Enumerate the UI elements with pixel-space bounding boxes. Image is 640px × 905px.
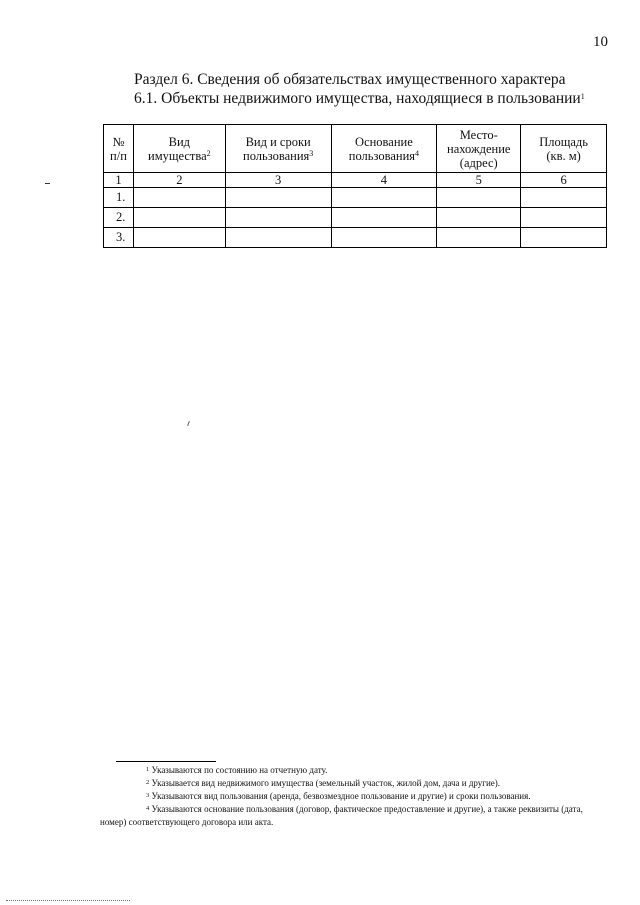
header-usage-type-line2: пользования bbox=[243, 148, 310, 163]
footnote-divider bbox=[116, 761, 216, 762]
header-usage-basis bbox=[331, 125, 437, 173]
cell-area bbox=[521, 228, 607, 248]
stray-mark bbox=[187, 421, 190, 426]
column-number: 6 bbox=[521, 173, 607, 188]
footnote bbox=[100, 790, 610, 803]
margin-mark bbox=[45, 183, 50, 184]
header-property-type bbox=[133, 125, 225, 173]
header-area bbox=[521, 125, 607, 173]
footnote bbox=[100, 777, 610, 790]
column-number: 4 bbox=[331, 173, 437, 188]
footnotes bbox=[100, 764, 610, 829]
header-usage-basis-ref: 4 bbox=[415, 148, 420, 158]
footnote bbox=[100, 764, 610, 777]
footnote-text: Указываются по состоянию на отчетную дату. bbox=[151, 765, 328, 775]
header-usage-basis-line1: Основание bbox=[355, 134, 413, 149]
header-usage-basis-line2: пользования bbox=[348, 148, 416, 163]
header-usage-type-ref: 3 bbox=[309, 148, 314, 158]
cell-usage-basis bbox=[331, 188, 437, 208]
bottom-edge-rule bbox=[6, 900, 130, 901]
header-usage-type-line1: Вид и сроки bbox=[245, 134, 311, 149]
cell-usage-type bbox=[225, 228, 331, 248]
footnote-text: Указываются вид пользования (аренда, безвозмездное пользование и другие) и сроки пользования. bbox=[151, 791, 531, 801]
footnote-text: Указываются основание пользования (договор, фактическое предоставление и другие), а также реквизиты (дата, номер) соответствующего договора или акта. bbox=[100, 804, 583, 827]
row-number: 3. bbox=[104, 228, 134, 248]
header-area-line2: (кв. м) bbox=[546, 148, 581, 163]
row-number: 1. bbox=[104, 188, 134, 208]
footnote-ref: 3 bbox=[146, 792, 150, 799]
header-location-line1: Место- bbox=[459, 127, 498, 142]
cell-location bbox=[437, 208, 521, 228]
row-number: 2. bbox=[104, 208, 134, 228]
subtitle-footnote-ref: 1 bbox=[580, 92, 585, 101]
table-row bbox=[104, 228, 607, 248]
cell-property-type bbox=[133, 228, 225, 248]
footnote-ref: 4 bbox=[146, 805, 150, 812]
cell-usage-type bbox=[225, 208, 331, 228]
column-number-row bbox=[104, 173, 607, 188]
header-number-line2: п/п bbox=[110, 148, 127, 163]
cell-location bbox=[437, 188, 521, 208]
subtitle-text: 6.1. Объекты недвижимого имущества, находящиеся в пользовании bbox=[134, 90, 581, 107]
table-row bbox=[104, 208, 607, 228]
section-title: Раздел 6. Сведения об обязательствах имущественного характера bbox=[134, 71, 566, 88]
cell-area bbox=[521, 188, 607, 208]
header-property-type-line1: Вид bbox=[168, 134, 191, 149]
cell-usage-basis bbox=[331, 228, 437, 248]
footnote-ref: 1 bbox=[146, 766, 150, 773]
header-number-line1: № bbox=[112, 134, 125, 149]
column-number: 5 bbox=[437, 173, 521, 188]
cell-property-type bbox=[133, 188, 225, 208]
cell-usage-basis bbox=[331, 208, 437, 228]
footnote-text: Указывается вид недвижимого имущества (земельный участок, жилой дом, дача и другие). bbox=[151, 778, 501, 788]
header-location-line3: (адрес) bbox=[459, 155, 498, 170]
cell-area bbox=[521, 208, 607, 228]
header-property-type-line2: имущества bbox=[148, 148, 207, 163]
header-row bbox=[104, 125, 607, 173]
column-number: 1 bbox=[104, 173, 134, 188]
footnote bbox=[100, 803, 610, 829]
header-number bbox=[104, 125, 134, 173]
footnote-ref: 2 bbox=[146, 779, 150, 786]
page-number: 10 bbox=[593, 34, 608, 50]
cell-location bbox=[437, 228, 521, 248]
header-usage-type bbox=[225, 125, 331, 173]
cell-property-type bbox=[133, 208, 225, 228]
header-area-line1: Площадь bbox=[539, 134, 588, 149]
column-number: 2 bbox=[133, 173, 225, 188]
header-location-line2: нахождение bbox=[447, 141, 511, 156]
section-subtitle bbox=[134, 89, 585, 108]
section-heading bbox=[134, 70, 585, 108]
column-number: 3 bbox=[225, 173, 331, 188]
header-property-type-ref: 2 bbox=[206, 148, 211, 158]
property-table bbox=[103, 124, 607, 248]
table-row bbox=[104, 188, 607, 208]
header-location bbox=[437, 125, 521, 173]
cell-usage-type bbox=[225, 188, 331, 208]
